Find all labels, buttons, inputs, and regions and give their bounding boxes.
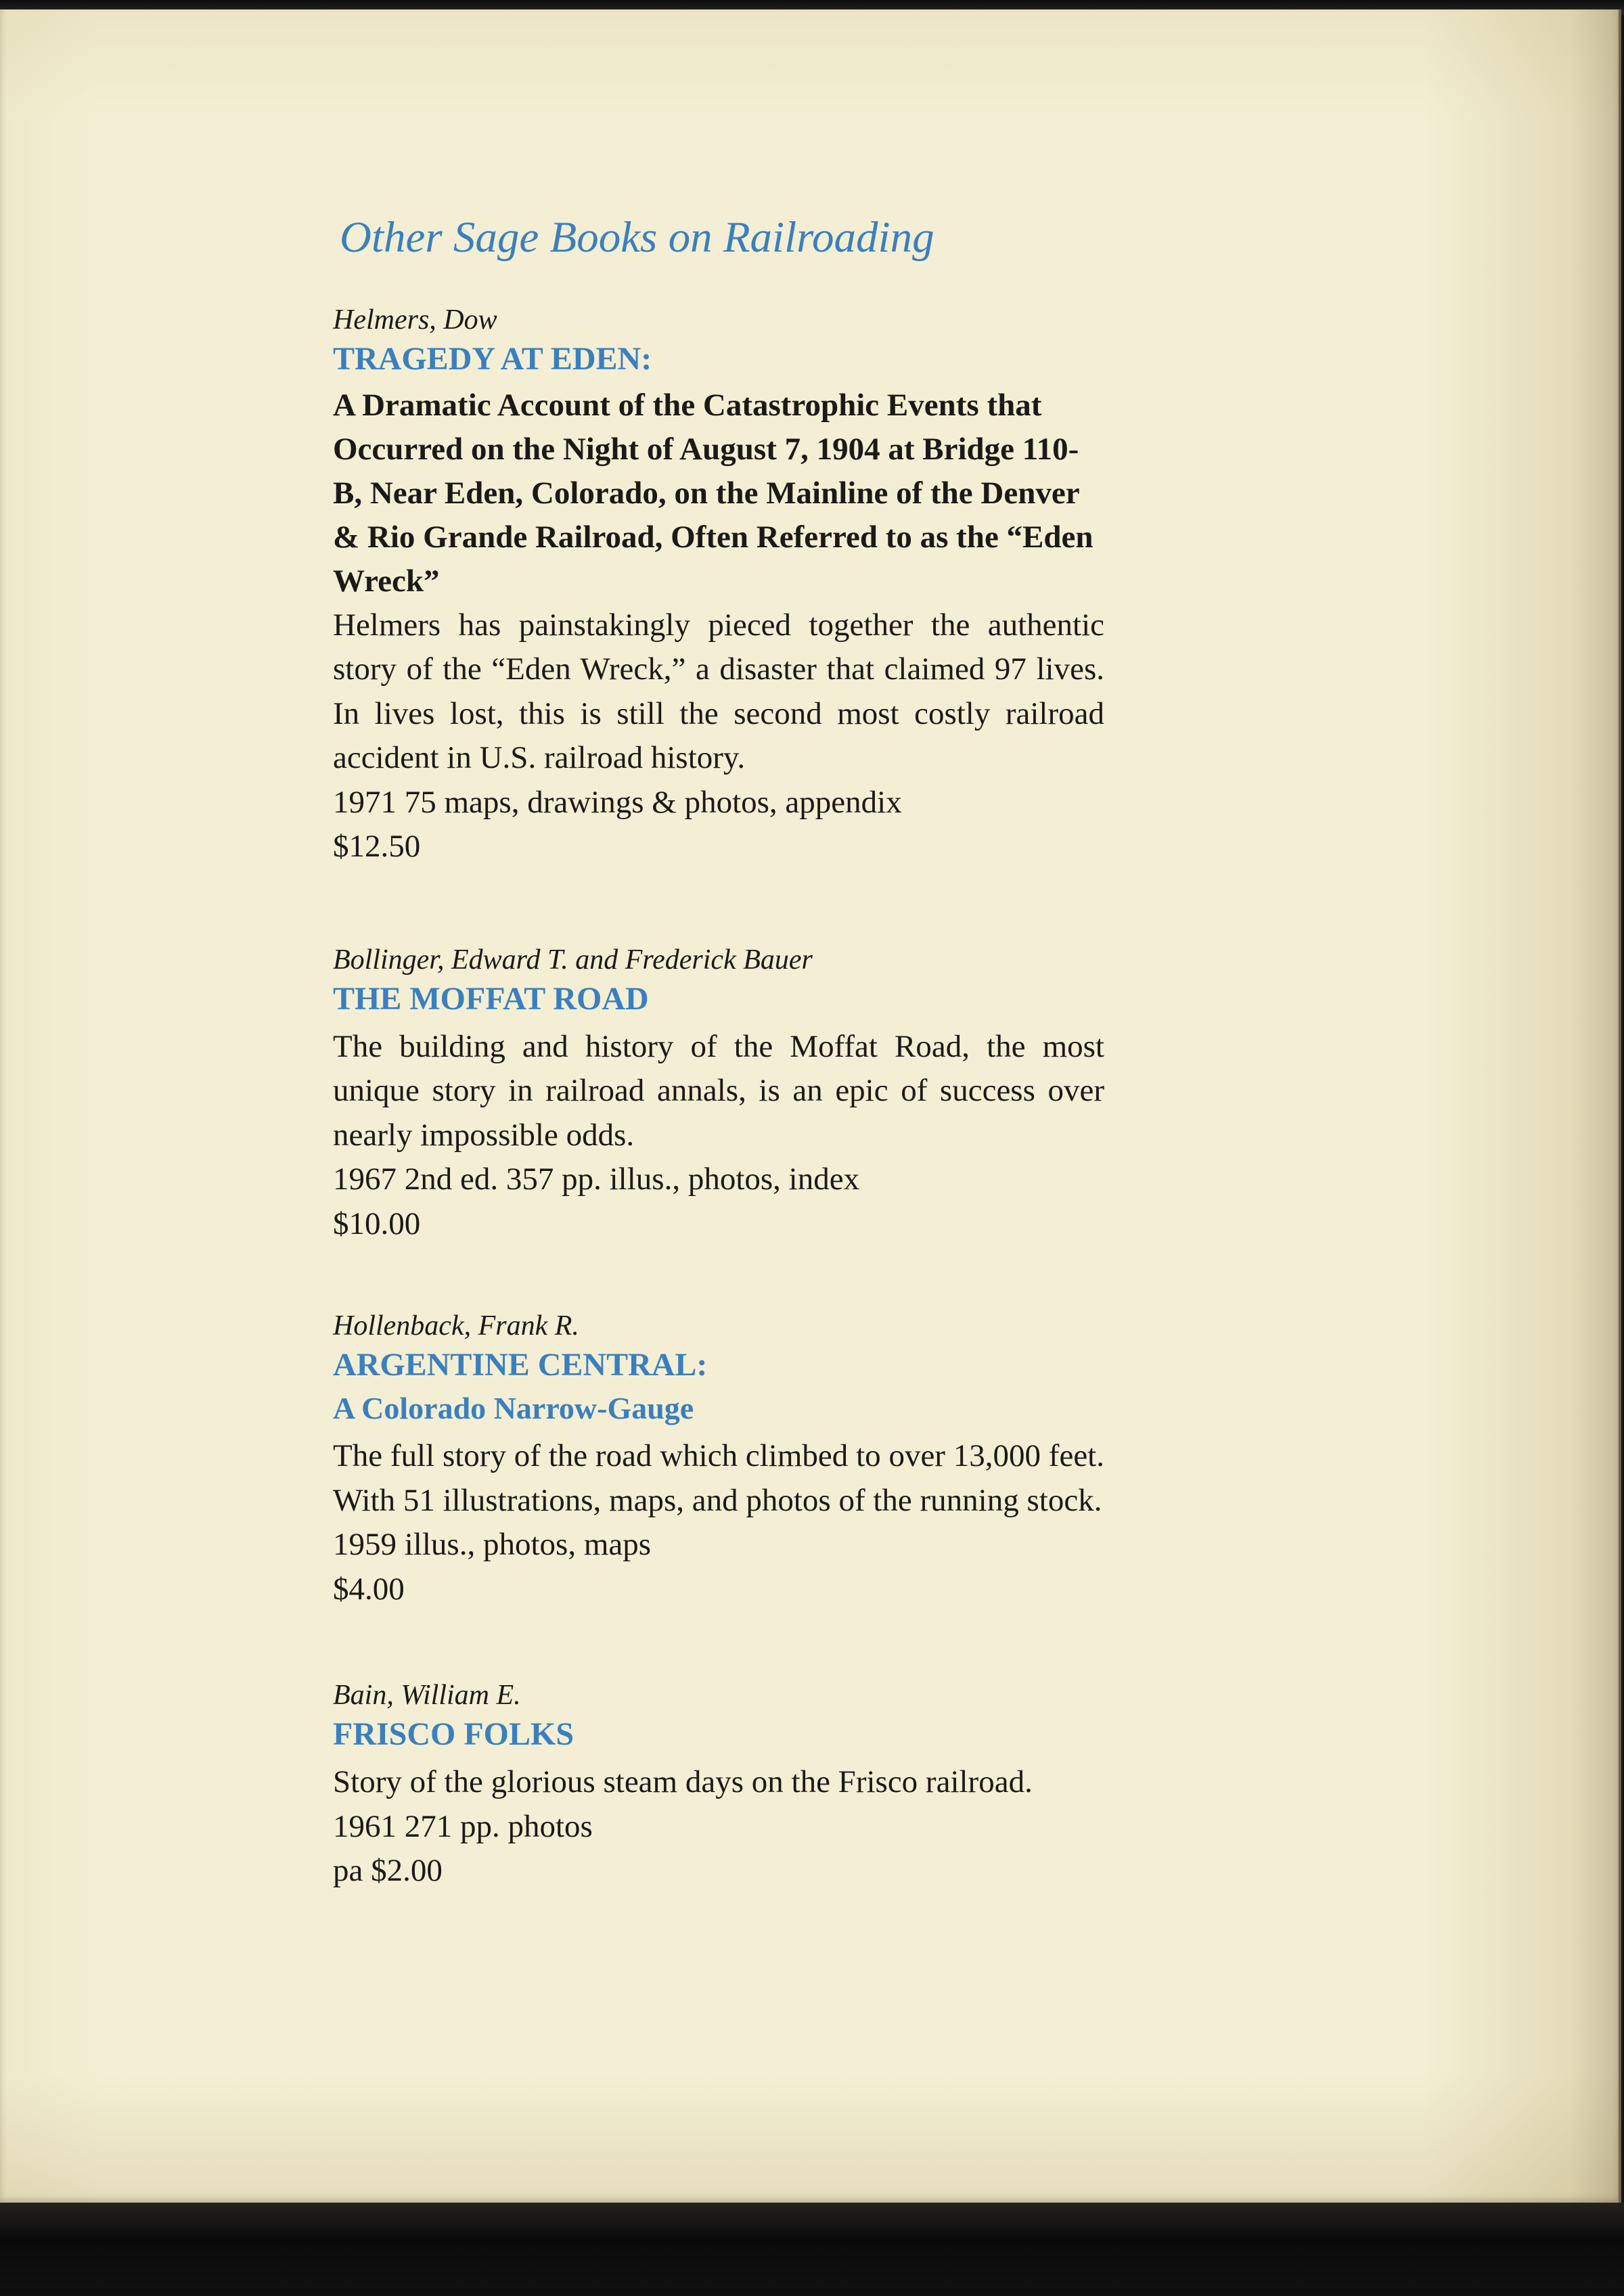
book-author: Bain, William E. <box>333 1680 521 1712</box>
book-price: $12.50 <box>333 829 421 865</box>
book-title: THE MOFFAT ROAD <box>333 980 649 1017</box>
book-details: 1961 271 pp. photos <box>333 1808 593 1844</box>
book-author: Hollenback, Frank R. <box>333 1310 579 1342</box>
book-title: FRISCO FOLKS <box>333 1716 574 1753</box>
book-title: TRAGEDY AT EDEN: <box>333 340 652 377</box>
book-subtitle: A Dramatic Account of the Catastrophic Events that Occurred on the Night of August 7, 1904 at Bridge 110-B, Near Eden, Colorado, on the Mainline of the Denver & Rio Grande Railroad, Often Referred to as the “Eden Wreck” <box>333 387 1093 599</box>
book-description: Story of the glorious steam days on the Frisco railroad. <box>333 1764 1033 1800</box>
book-title-line-2: A Colorado Narrow-Gauge <box>333 1391 694 1426</box>
book-entry-frisco-folks <box>333 1678 1104 1893</box>
bottom-scan-edge <box>0 2203 1624 2296</box>
book-details: 1959 illus., photos, maps <box>333 1527 652 1563</box>
book-author: Bollinger, Edward T. and Frederick Bauer <box>333 944 813 975</box>
book-details: 1967 2nd ed. 357 pp. illus., photos, index <box>333 1162 860 1197</box>
book-title: ARGENTINE CENTRAL: <box>333 1347 708 1383</box>
book-entry-argentine-central <box>333 1308 1104 1611</box>
book-description: The full story of the road which climbed to over 13,000 feet. With 51 illustrations, maps, and photos of the running stock. <box>333 1438 1104 1518</box>
page-heading: Other Sage Books on Railroading <box>340 213 934 262</box>
book-description: The building and history of the Moffat Road, the most unique story in railroad annals, is an epic of success over nearly impossible odds. <box>333 1028 1104 1153</box>
page-content <box>333 212 1104 1967</box>
book-description: Helmers has painstakingly pieced together the authentic story of the “Eden Wreck,” a disaster that claimed 97 lives. In lives lost, this is still the second most costly railroad accident in U.S. railroad history. <box>333 607 1104 776</box>
book-back-page <box>0 9 1621 2204</box>
book-price: $4.00 <box>333 1571 405 1607</box>
book-entry-moffat-road <box>333 942 1104 1247</box>
book-author: Helmers, Dow <box>333 304 497 336</box>
book-price: pa $2.00 <box>333 1853 443 1889</box>
book-entry-tragedy-at-eden <box>333 302 1104 869</box>
book-details: 1971 75 maps, drawings & photos, appendix <box>333 784 902 820</box>
book-price: $10.00 <box>333 1206 421 1241</box>
